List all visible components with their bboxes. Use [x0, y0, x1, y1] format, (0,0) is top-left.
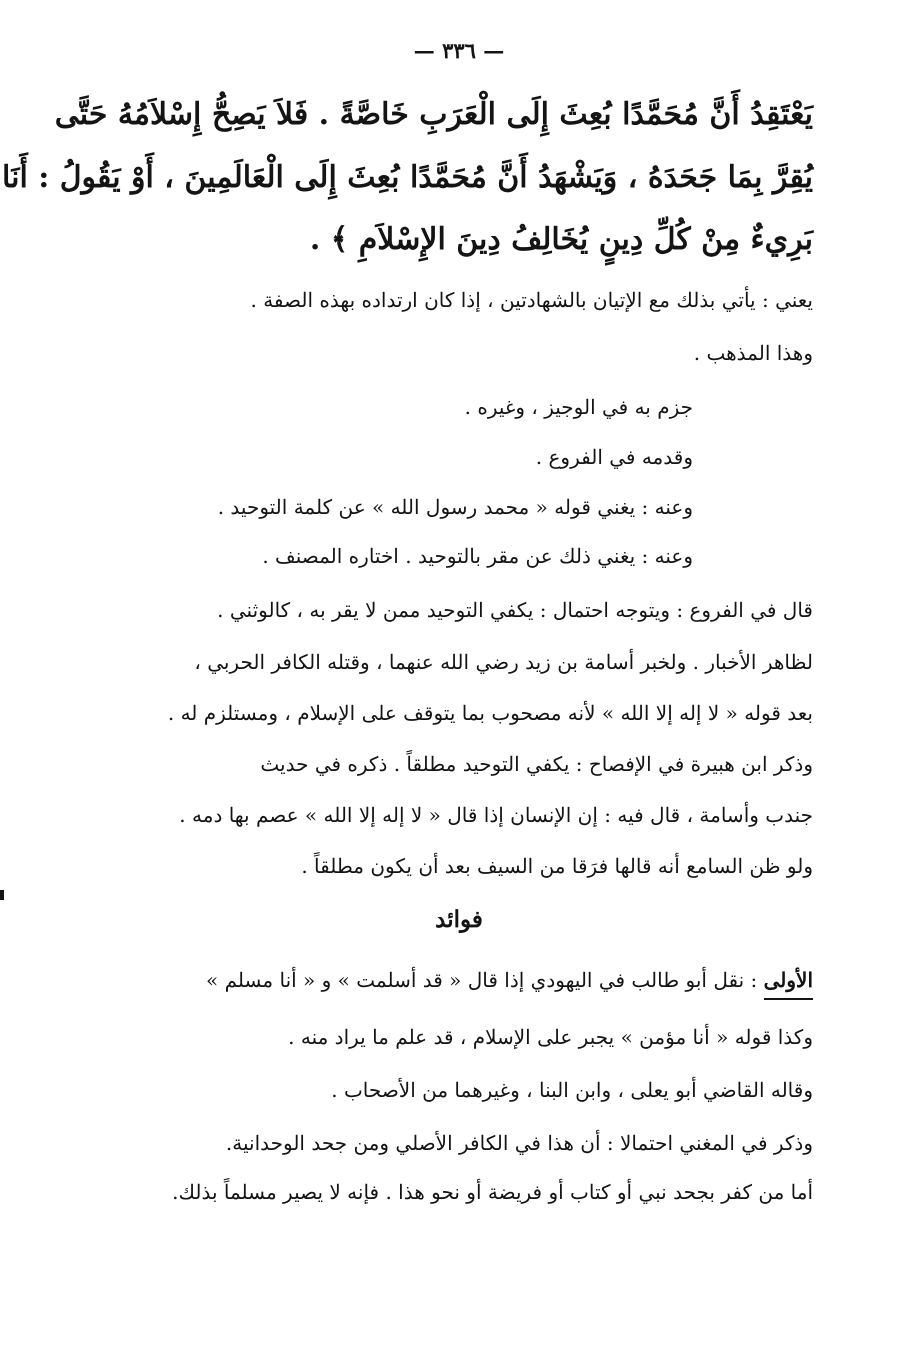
furu-line-3: بعد قوله « لا إله إلا الله » لأنه مصحوب بما يتوقف على الإسلام ، ومستلزم له . — [167, 701, 813, 725]
furu-line-2: لظاهر الأخبار . ولخبر أسامة بن زيد رضي الله عنهما ، وقتله الكافر الحربي ، — [194, 650, 813, 674]
quote-line-3: بَرِيءٌ مِنْ كُلِّ دِينٍ يُخَالِفُ دِينَ الإِسْلاَمِ ﴾ . — [309, 222, 813, 257]
hubayra-line-3: ولو ظن السامع أنه قالها فرَقا من السيف بعد أن يكون مطلقاً . — [301, 854, 813, 878]
furu-line-1: قال في الفروع : ويتوجه احتمال : يكفي التوحيد ممن لا يقر به ، كالوثني . — [217, 598, 813, 622]
paragraph-line-2: وهذا المذهب . — [693, 341, 813, 365]
fawaid-line-3: وقاله القاضي أبو يعلى ، وابن البنا ، وغيرهما من الأصحاب . — [331, 1078, 813, 1102]
fawaid-line-4: وذكر في المغني احتمالا : أن هذا في الكافر الأصلي ومن جحد الوحدانية. — [225, 1131, 813, 1155]
page-edge-mark — [0, 890, 4, 900]
fawaid-first-lead: الأولى — [764, 968, 813, 1000]
hubayra-line-1: وذكر ابن هبيرة في الإفصاح : يكفي التوحيد مطلقاً . ذكره في حديث — [260, 752, 813, 776]
section-heading: فوائد — [435, 906, 483, 933]
quote-line-1: يَعْتَقِدُ أَنَّ مُحَمَّدًا بُعِثَ إِلَى الْعَرَبِ خَاصَّةً . فَلاَ يَصِحُّ إِسْلاَمُهُ حَتَّى — [54, 97, 813, 132]
hubayra-line-2: جندب وأسامة ، قال فيه : إن الإنسان إذا قال « لا إله إلا الله » عصم بها دمه . — [179, 803, 813, 827]
indented-line-3: وعنه : يغني قوله « محمد رسول الله » عن كلمة التوحيد . — [217, 495, 693, 519]
indented-line-2: وقدمه في الفروع . — [535, 445, 693, 469]
page-number: — ٣٣٦ — — [413, 38, 505, 63]
fawaid-line-5: أما من كفر بجحد نبي أو كتاب أو فريضة أو نحو هذا . فإنه لا يصير مسلماً بذلك. — [172, 1180, 813, 1204]
paragraph-line-1: يعني : يأتي بذلك مع الإتيان بالشهادتين ، إذا كان ارتداده بهذه الصفة . — [250, 288, 813, 312]
indented-line-4: وعنه : يغني ذلك عن مقر بالتوحيد . اختاره المصنف . — [262, 544, 693, 568]
indented-line-1: جزم به في الوجيز ، وغيره . — [464, 395, 693, 419]
fawaid-first-line — [95, 970, 813, 990]
fawaid-first-rest: : نقل أبو طالب في اليهودي إذا قال « قد أسلمت » و « أنا مسلم » — [206, 968, 764, 992]
quote-line-2: يُقِرَّ بِمَا جَحَدَهُ ، وَيَشْهَدُ أَنَّ مُحَمَّدًا بُعِثَ إِلَى الْعَالَمِينَ ، أَوْ يَقُولُ : أَنَا — [1, 160, 813, 195]
fawaid-line-2: وكذا قوله « أنا مؤمن » يجبر على الإسلام ، قد علم ما يراد منه . — [288, 1025, 813, 1049]
